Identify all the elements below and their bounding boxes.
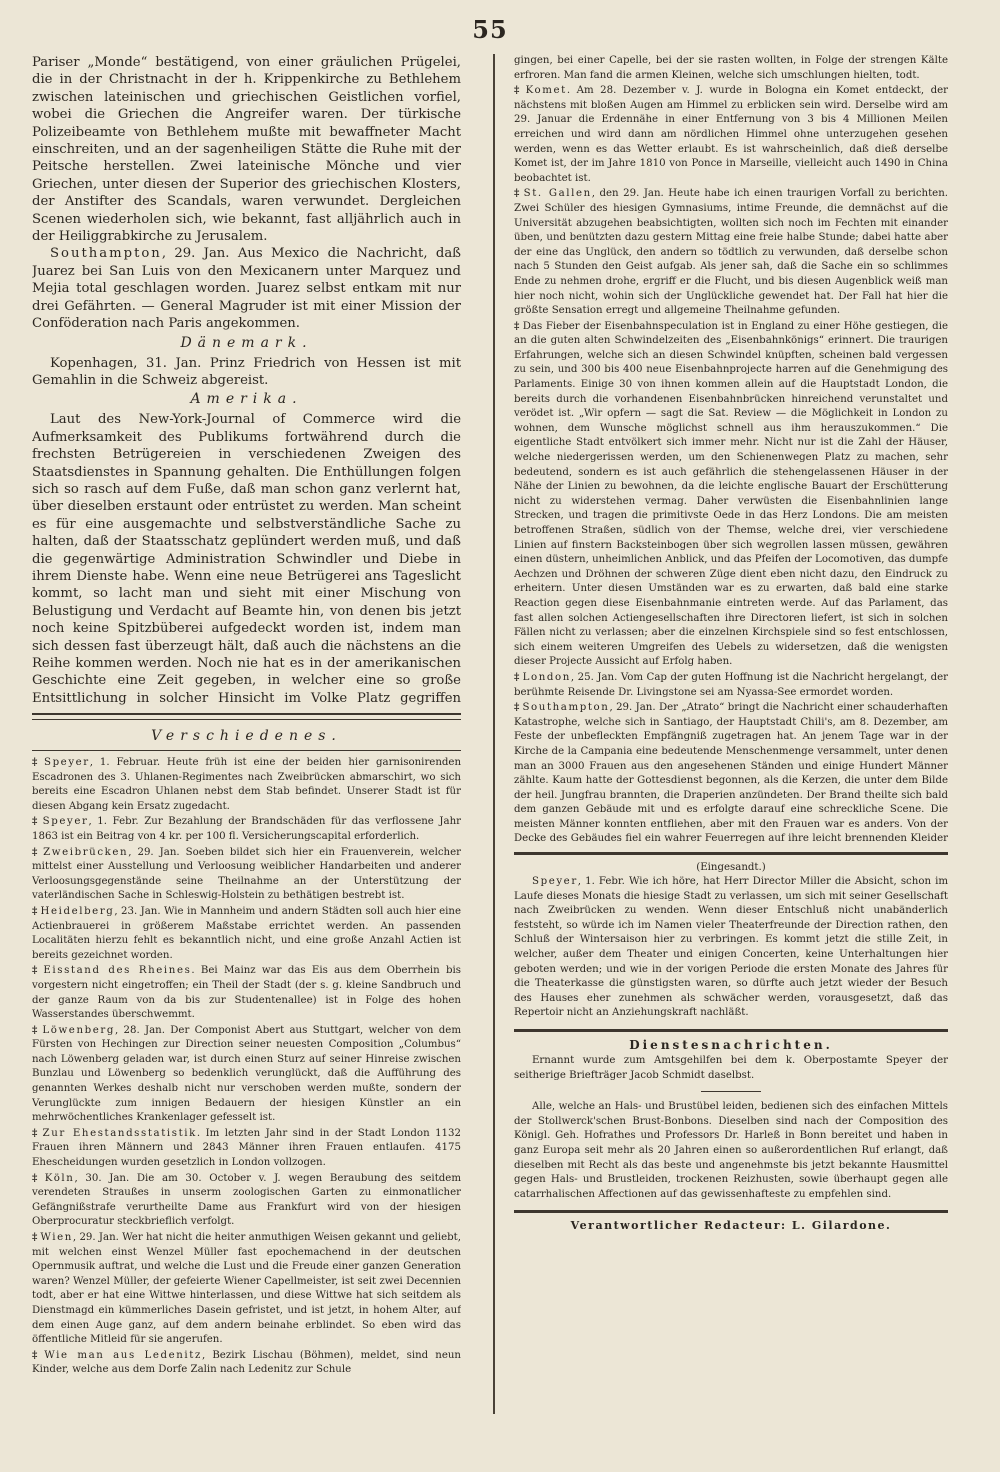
item-marker-icon: ‡ <box>32 1171 42 1184</box>
bethlehem-article: Pariser „Monde“ bestätigend, von einer gräulichen Prügelei, die in der Christnacht in der h. Krippenkirche zu Bethlehem zwischen lateinischen und griechischen Geistlichen vorfiel, wobei die Griechen die Angreifer waren. Der türkische Polizeibeamte von Bethlehem mußte mit bewaffneter Macht einschreiten, und an der sagenheiligen Stätte die Ruhe mit der Peitsche herstellen. Zwei lateinische Mönche und vier Griechen, unter diesen der Superior des griechischen Klosters, der Anstifter des Scandals, waren verwundet. Dergleichen Scenen wiederholen sich, wie bekannt, fast alljährlich auch in der Heiliggrabkirche zu Jerusalem. <box>32 55 461 245</box>
southampton-text: , 29. Jan. Aus Mexico die Nachricht, daß Juarez bei San Luis von den Mexicanern unter Marquez und Mejia total geschlagen worden. Juarez selbst entkam mit nur drei Gefährten. — General Magruder ist mit einer Mission der Conföderation nach Paris angekommen. <box>32 246 461 332</box>
item-marker-icon: ‡ <box>514 701 520 714</box>
misc-item: ‡ Speyer, 1. Febr. Zur Bezahlung der Brandschäden für das verflossene Jahr 1863 ist ein Beitrag von 4 kr. per 100 fl. Versicherungscapital erforderlich. <box>32 815 461 842</box>
item-marker-icon: ‡ <box>32 1348 42 1361</box>
item-marker-icon: ‡ <box>32 1023 40 1036</box>
short-rule <box>701 1091 761 1092</box>
misc-item: ‡ Southampton, 29. Jan. Der „Atrato“ bringt die Nachricht einer schauderhaften Katastrophe, welche sich in Santiago, der Hauptstadt Chili's, am 8. Dezember, am Feste der unbefleckten Empfängniß zugetragen hat. An jenem Tage war in der Kirche de la Campania eine bedeutende Menschenmenge versammelt, unter denen man an 3000 Frauen aus den angesehenen Ständen und einige Hundert Männer zählte. Kaum hatte der Gottesdienst begonnen, als die Kerzen, die unter dem Bilde der heil. Jungfrau brannten, die Draperien anzündeten. Der Brand theilte sich bald dem ganzen Gebäude mit und es erfolgte darauf eine schreckliche Scene. Die meisten Männer konnten entfliehen, aber mit den Frauen war es anders. Von der Decke des Gebäudes fiel ein wahrer Feuerregen auf ihre leicht brennenden Kleider <box>514 701 948 844</box>
section-head-verschiedenes: Verschiedenes. <box>151 728 342 744</box>
misc-items <box>32 755 461 1375</box>
item-marker-icon: ‡ <box>32 1126 40 1139</box>
section-divider <box>514 1029 948 1032</box>
dienst-title: Dienstesnachrichten. <box>629 1037 833 1052</box>
item-marker-icon: ‡ <box>32 964 41 977</box>
eingesandt-article: Speyer, 1. Febr. Wie ich höre, hat Herr Director Miller die Absicht, schon im Laufe dieses Monats die hiesige Stadt zu verlassen, um sich mit seiner Gesellschaft nach Zweibrücken zu wenden. Wenn dieser Entschluß nicht unabänderlich feststeht, so würde ich im Namen vieler Theaterfreunde der Direction rathen, den Schluß der Wintersaison hier zu verbringen. Es kommt jetzt die stille Zeit, in welcher, außer dem Theater und einigen Concerten, keine Unterhaltungen hier geboten werden; und wie in der vorigen Periode die ersten Monate des Jahres für die Theaterkasse die günstigsten waren, so dürfte auch jetzt wieder der Besuch des Hauses eher zunehmen als schwächer werden, vorausgesetzt, daß das Repertoir nicht an Anziehungskraft nachläßt. <box>514 876 948 1019</box>
misc-item: ‡ Zweibrücken, 29. Jan. Soeben bildet sich hier ein Frauenverein, welcher mittelst einer Ausstellung und Verloosung weiblicher Handarbeiten und anderer Verloosungsgegenstände seine Theilnahme an der Unterstützung der vaterländischen Sache in Schleswig-Holstein zu bethätigen bestrebt ist. <box>32 845 461 902</box>
section-divider <box>514 852 948 855</box>
advertisement: Alle, welche an Hals- und Brustübel leiden, bedienen sich des einfachen Mittels der Stollwerck'schen Brust-Bonbons. Dieselben sind nach der Composition des Königl. Geh. Hofrathes und Professors Dr. Harleß in Bonn bereitet und haben in ganz Europa seit mehr als 20 Jahren einen so außerordentlichen Ruf erlangt, daß dieselben mit Recht als das beste und angenehmste bis jetzt bekannte Hausmittel gegen Hals- und Brustleiden, trockenen Reizhusten, sowie überhaupt gegen alle catarrhalischen Affectionen auf das gewissenhafteste zu empfehlen sind. <box>514 1101 948 1200</box>
misc-item: ‡ Das Fieber der Eisenbahnspeculation ist in England zu einer Höhe gestiegen, die an die guten alten Schwindelzeiten des „Eisenbahnkönigs“ erinnert. Die traurigen Erfahrungen, welche sich an diesen Schwindel knüpften, scheinen bald vergessen zu sein, und 300 bis 400 neue Eisenbahnprojecte harren auf die Genehmigung des Parlaments. Einige 30 von ihnen kommen allein auf die Hauptstadt London, die bereits durch die vorhandenen Eisenbahnbrücken hinreichend verunstaltet und verödet ist. „Wir opfern — sagt die Sat. Review — die Möglichkeit in London zu wohnen, dem Wunsche möglichst schnell aus ihm herauszukommen.“ Die eigentliche Stadt entvölkert sich immer mehr. Nicht nur ist die Zahl der Häuser, welche niedergerissen werden, um den Schienenwegen Platz zu machen, sehr bedeutend, sondern es ist auch gefährlich die stehengelassenen Häuser in der Nähe der Linien zu bewohnen, da die leichte englische Bauart der Erschütterung nicht zu widerstehen vermag. Daher verwüsten die Eisenbahnlinien lange Strecken, und tragen die primitivste Oede in das Herz Londons. Die am meisten betroffenen Straßen, südlich von der Themse, welche drei, vier verschiedene Linien auf finstern Backsteinbogen über sich wegrollen lassen müssen, gewähren einen düstern, unheimlichen Anblick, und das Pfeifen der Locomotiven, das dumpfe Aechzen und Dröhnen der schweren Züge dient eben nicht dazu, den Eindruck zu erheitern. Unter diesen Umständen war es zu erwarten, daß bald eine starke Reaction gegen diese Eisenbahnmanie eintreten werde. Auf das Parlament, das fast allen solchen Actiengesellschaften ihre Directoren liefert, ist sich in solchen Fällen nicht zu verlassen; aber die einzelnen Kirchspiele sind so fest entschlossen, sich einem weiteren Umgreifen des Uebels zu widersetzen, daß die wenigsten dieser Projecte Aussicht auf Erfolg haben. <box>514 319 948 668</box>
eingesandt-label: (Eingesandt.) <box>696 862 766 873</box>
misc-item: ‡ Komet. Am 28. Dezember v. J. wurde in Bologna ein Komet entdeckt, der nächstens mit bloßen Augen am Himmel zu erblicken sein wird. Derselbe wird am 29. Januar die Erdennähe in einer Entfernung von 3 bis 4 Millionen Meilen erreichen und wird dann am nördlichen Himmel ohne unterzugehen gesehen werden, wenn es das Wetter erlaubt. Es ist wahrscheinlich, daß dieß derselbe Komet ist, der im Jahre 1810 von Ponce in Marseille, vielleicht auch 1490 in China beobachtet ist. <box>514 84 948 184</box>
misc-item: gingen, bei einer Capelle, bei der sie rasten wollten, in Folge der strengen Kälte erfroren. Man fand die armen Kleinen, welche sich umschlungen hielten, todt. <box>514 55 948 81</box>
misc-item: ‡ Zur Ehestandsstatistik. Im letzten Jahr sind in der Stadt London 1132 Frauen ihren Männern und 2843 Männer ihren Frauen entlaufen. 4175 Ehescheidungen wurden gesetzlich in London vollzogen. <box>32 1126 461 1169</box>
section-head-daenemark: Dänemark. <box>180 334 313 351</box>
right-column <box>514 54 948 1375</box>
left-column <box>32 54 461 1375</box>
amerika-article: Laut des New-York-Journal of Commerce wird die Aufmerksamkeit des Publikums fortwährend durch die frechsten Betrügereien in verschiedenen Zweigen des Staatsdienstes in Spannung gehalten. Die Enthüllungen folgen sich so rasch auf dem Fuße, daß man schon ganz verlernt hat, über dieselben erstaunt oder entrüstet zu werden. Man scheint es für eine ausgemachte und selbstverständliche Sache zu halten, daß der Staatsschatz geplündert werden muß, und daß die gegenwärtige Administration Schwindler und Diebe in ihrem Dienste habe. Wenn eine neue Betrügerei ans Tageslicht kommt, so lacht man und sieht mit einer Mischung von Belustigung und Verdacht auf Beamte hin, von denen bis jetzt noch keine Spitzbüberei aufgedeckt worden ist, indem man sich dessen fast überzeugt hält, daß auch die nächstens an die Reihe kommen werden. Noch nie hat es in der amerikanischen Geschichte eine Zeit gegeben, in welcher eine so große Entsittlichung in solcher Hinsicht im Volke Platz gegriffen <box>32 412 461 705</box>
section-divider <box>514 1210 948 1213</box>
misc-item: ‡ Wie man aus Ledenitz, Bezirk Lischau (Böhmen), meldet, sind neun Kinder, welche aus dem Dorfe Zalin nach Ledenitz zur Schule <box>32 1348 461 1375</box>
item-marker-icon: ‡ <box>32 1231 38 1243</box>
misc-item: ‡ London, 25. Jan. Vom Cap der guten Hoffnung ist die Nachricht hergelangt, der berühmte Reisende Dr. Livingstone sei am Nyassa-See ermordet worden. <box>514 670 948 698</box>
item-marker-icon: ‡ <box>32 845 41 858</box>
section-rule <box>32 750 461 751</box>
item-marker-icon: ‡ <box>514 84 523 97</box>
southampton-place: Southampton <box>50 246 162 262</box>
right-news-block <box>514 54 948 844</box>
item-marker-icon: ‡ <box>32 756 41 768</box>
misc-item: ‡ Köln, 30. Jan. Die am 30. October v. J. wegen Beraubung des seitdem verendeten Straußes in unserm zoologischen Garten zu einmonatlicher Gefängnißstrafe verurtheilte Dame aus Frankfurt wird von der hiesigen Oberprocuratur steckbrieflich verfolgt. <box>32 1171 461 1228</box>
editor-line: Verantwortlicher Redacteur: L. Gilardone. <box>570 1219 892 1233</box>
item-marker-icon: ‡ <box>514 187 521 200</box>
section-divider <box>32 713 461 720</box>
page-number: 55 <box>472 15 508 44</box>
section-head-amerika: Amerika. <box>190 391 303 408</box>
item-marker-icon: ‡ <box>32 815 40 828</box>
misc-item: ‡ Eisstand des Rheines. Bei Mainz war das Eis aus dem Oberrhein bis vorgestern nicht eingetroffen; ein Theil der Stadt (der s. g. kleine Sandbruch und der ganze Raum von da bis zur Studentenallee) ist in Folge des hohen Wasserstandes überschwemmt. <box>32 964 461 1021</box>
misc-item: ‡ Speyer, 1. Februar. Heute früh ist eine der beiden hier garnisonirenden Escadronen des 3. Uhlanen-Regimentes nach Zweibrücken abmarschirt, wo sich bereits eine Escadron Uhlanen nebst dem Stab befindet. Unserer Stadt ist für diesen Abgang kein Ersatz zugedacht. <box>32 756 461 812</box>
dienst-text: Ernannt wurde zum Amtsgehilfen bei dem k. Oberpostamte Speyer der seitherige Briefträger Jacob Schmidt daselbst. <box>514 1054 948 1081</box>
misc-item: ‡ Löwenberg, 28. Jan. Der Componist Abert aus Stuttgart, welcher von dem Fürsten von Hechingen zur Direction seiner neuesten Composition „Columbus“ nach Löwenberg geladen war, ist durch einen Sturz auf seiner Hinreise zwischen Bunzlau und Löwenberg so bedenklich verunglückt, daß die Aufführung des genannten Werkes deshalb nicht nur verschoben werden mußte, sondern der Verunglückte zum innigen Bedauern der hiesigen Künstler an ein mehrwöchentliches Krankenlager gefesselt ist. <box>32 1023 461 1124</box>
columns <box>32 54 948 1375</box>
left-news-block <box>32 54 461 705</box>
misc-item: ‡ Wien, 29. Jan. Wer hat nicht die heiter anmuthigen Weisen gekannt und geliebt, mit welchen einst Wenzel Müller fast epochemachend in der deutschen Opernmusik auftrat, und welche die Lust und die Freude einer ganzen Generation waren? Wenzel Müller, der gefeierte Wiener Capellmeister, ist seit zwei Decennien todt, aber er hat eine Wittwe hinterlassen, und diese Wittwe hat sich seitdem als Dienstmagd ein kümmerliches Dasein gefristet, und ist jetzt, in hohem Alter, auf dem einen Auge ganz, auf dem andern beinahe erblindet. So eben wird das öffentliche Mitleid für sie angerufen. <box>32 1231 461 1346</box>
kopenhagen-article: Kopenhagen, 31. Jan. Prinz Friedrich von Hessen ist mit Gemahlin in die Schweiz abgereist. <box>32 355 461 388</box>
misc-item: ‡ Heidelberg, 23. Jan. Wie in Mannheim und andern Städten soll auch hier eine Actienbrauerei in größerem Maßstabe errichtet werden. An passenden Localitäten hierzu fehlt es bekanntlich nicht, und eine große Anzahl Actien ist bereits gezeichnet worden. <box>32 904 461 961</box>
item-marker-icon: ‡ <box>514 670 520 683</box>
column-divider <box>493 54 495 1414</box>
southampton-article <box>32 245 461 332</box>
item-marker-icon: ‡ <box>514 319 520 332</box>
misc-item: ‡ St. Gallen, den 29. Jan. Heute habe ich einen traurigen Vorfall zu berichten. Zwei Schüler des hiesigen Gymnasiums, intime Freunde, die demnächst auf die Universität abzugehen beabsichtigten, wollten sich noch im Fechten mit einander üben, und benützten dazu gestern Mittag eine freie halbe Stunde; dabei hatte aber der eine das Unglück, den andern so tödtlich zu verwunden, daß derselbe schon nach 5 Stunden den Geist aufgab. Als jener sah, daß die Sache ein so schlimmes Ende zu nehmen drohe, ergriff er die Flucht, und bis diesen Augenblick weiß man hier noch nicht, wohin sich der Unglückliche gewendet hat. Der Fall hat hier die größte Sensation erregt und allgemeine Theilnahme gefunden. <box>514 187 948 317</box>
item-marker-icon: ‡ <box>32 904 38 917</box>
